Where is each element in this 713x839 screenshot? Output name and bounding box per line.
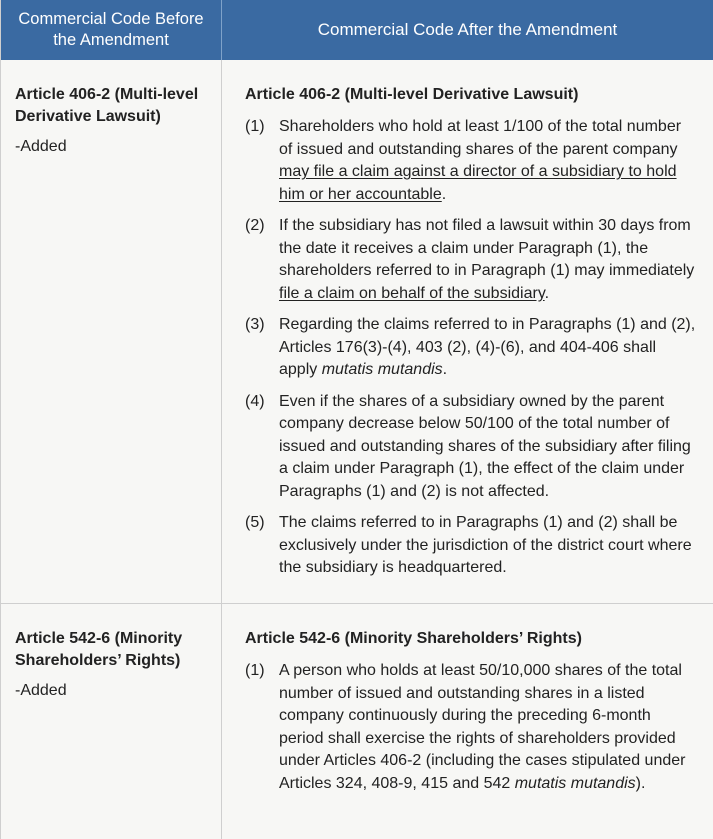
underlined-text: file a claim on behalf of the subsidiary	[279, 284, 545, 302]
before-article-title: Article 542-6 (Minority Shareholders’ Rights)	[15, 630, 183, 669]
paragraph-text: The claims referred to in Paragraphs (1) and (2) shall be exclusively under the jurisdiction of the district court where the subsidiary is headquartered.	[279, 514, 692, 576]
text-run: .	[441, 185, 447, 203]
header-after: Commercial Code After the Amendment	[317, 20, 618, 39]
text-run: A person who holds at least 50/10,000 shares of the total number of issued and outstanding shares in a listed company continuously during the preceding 6-month period shall exercise the rights of shareholders provided under Articles 406-2 (including the cases stipulated under Articles 324, 408-9, 415 and 542	[279, 662, 686, 792]
paragraph	[245, 314, 697, 382]
after-article-title: Article 406-2 (Multi-level Derivative Lawsuit)	[245, 86, 579, 103]
paragraph	[245, 391, 697, 504]
before-article-title: Article 406-2 (Multi-level Derivative Lawsuit)	[15, 86, 199, 125]
underlined-text: may file a claim against a director of a subsidiary to hold him or her accountable	[279, 163, 677, 203]
after-cell	[222, 604, 713, 839]
table-row	[1, 60, 713, 604]
paragraph-number: (5)	[245, 514, 265, 531]
text-run: Regarding the claims referred to in Paragraphs (1) and (2), Articles 176(3)-(4), 403 (2), (4)-(6), and 404-406 shall apply	[279, 316, 696, 378]
paragraph-text	[279, 116, 697, 206]
paragraph	[245, 215, 697, 305]
text-run: ).	[635, 774, 646, 792]
table-header	[1, 0, 713, 60]
paragraph	[245, 116, 697, 206]
paragraph-text	[279, 660, 697, 795]
text-run: Shareholders who hold at least 1/100 of the total number of issued and outstanding shares of the parent company	[279, 118, 682, 158]
table-row	[1, 604, 713, 839]
header-before: Commercial Code Before the Amendment	[1, 0, 222, 60]
before-cell	[1, 604, 222, 839]
paragraph-text	[279, 215, 697, 305]
paragraph	[245, 512, 697, 580]
paragraph	[245, 660, 697, 795]
paragraph-number: (2)	[245, 217, 265, 234]
paragraph-number: (1)	[245, 662, 265, 679]
text-run: .	[544, 284, 550, 302]
italic-text: mutatis mutandis	[514, 774, 636, 792]
paragraph-number: (4)	[245, 392, 265, 410]
italic-text: mutatis mutandis	[321, 361, 443, 378]
paragraph-number: (1)	[245, 118, 265, 135]
after-article-title: Article 542-6 (Minority Shareholders’ Rights)	[245, 630, 582, 647]
paragraph-text	[279, 314, 697, 382]
paragraph-text: Even if the shares of a subsidiary owned by the parent company decrease below 50/100 of the total number of issued and outstanding shares of the subsidiary after filing a claim under Paragraph (1), the effect of the claim under Paragraphs (1) and (2) is not affected.	[279, 392, 691, 500]
text-run: .	[442, 361, 448, 378]
before-note: -Added	[15, 682, 67, 699]
before-note: -Added	[15, 138, 67, 155]
after-cell	[222, 60, 713, 603]
paragraph-number: (3)	[245, 316, 265, 333]
text-run: If the subsidiary has not filed a lawsuit within 30 days from the date it receives a claim under Paragraph (1), the shareholders referred to in Paragraph (1) may immediately	[279, 217, 695, 279]
before-cell	[1, 60, 222, 603]
